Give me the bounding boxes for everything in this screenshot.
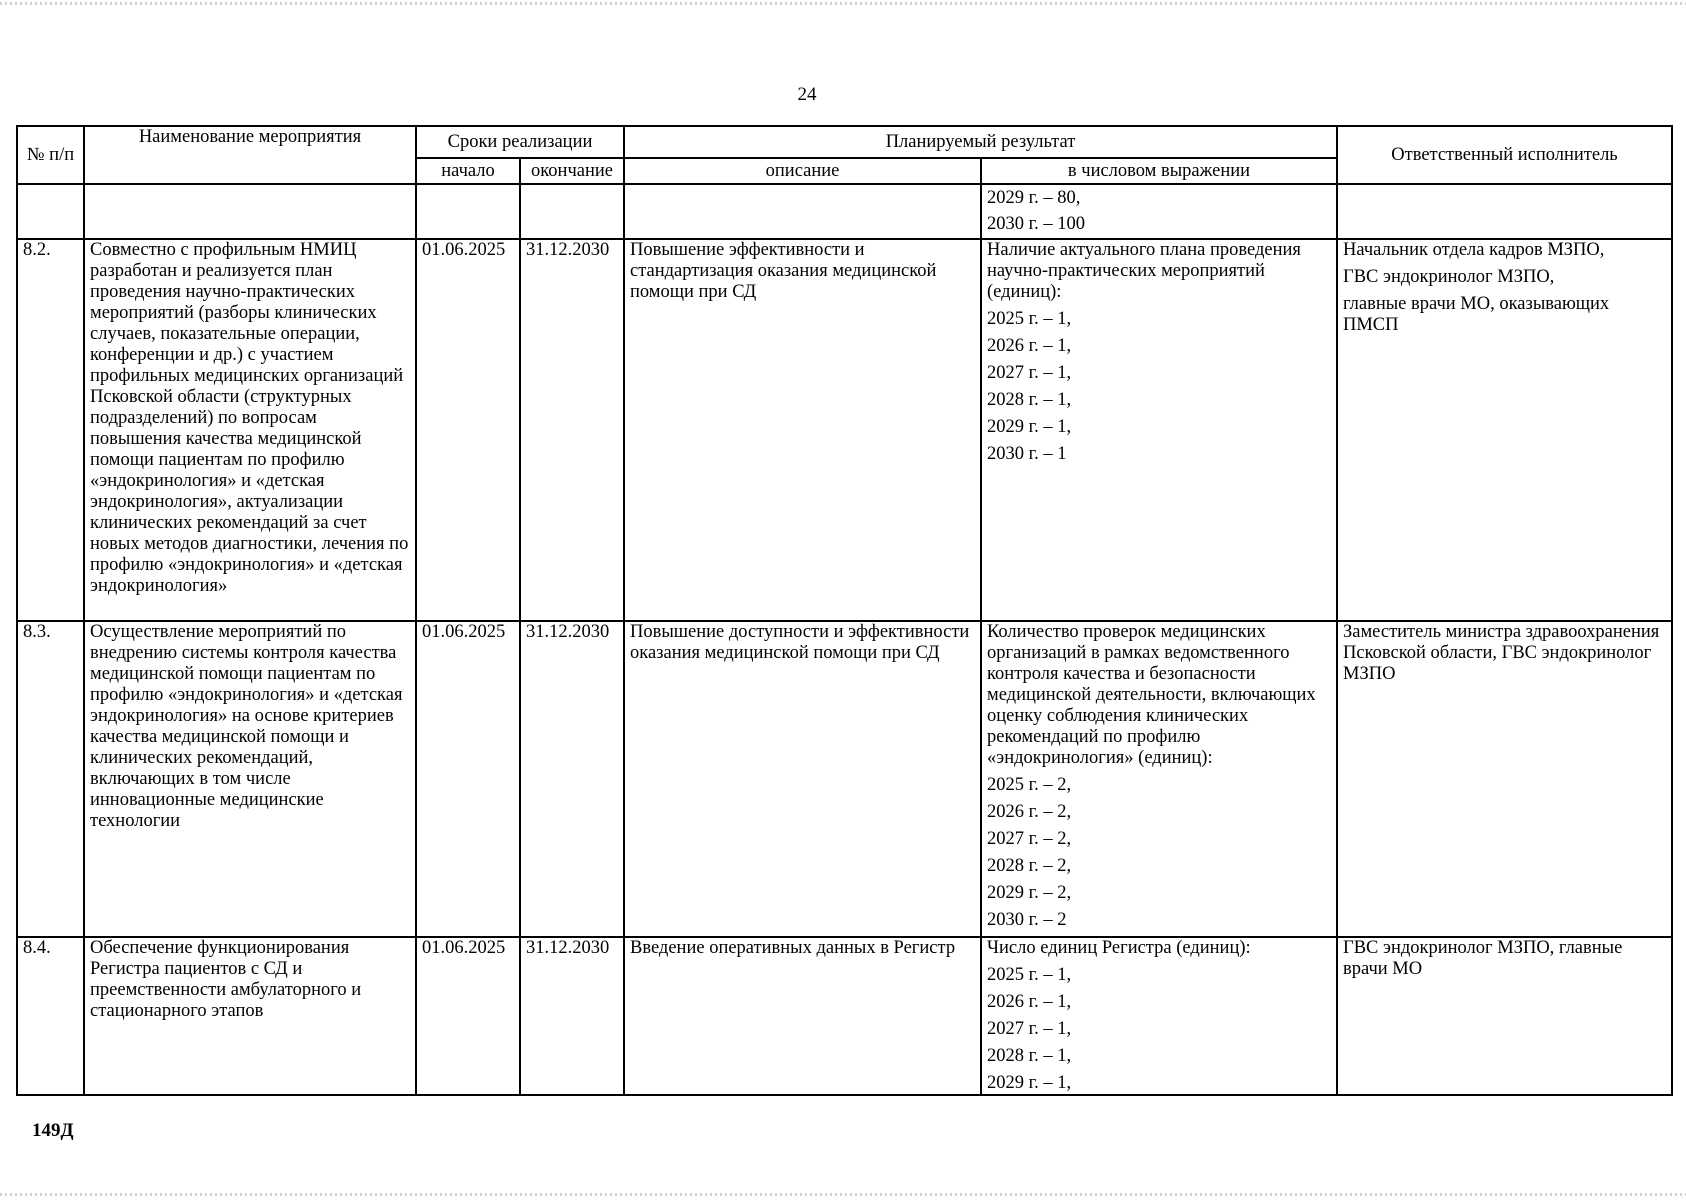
year-value: 2025 г. – 1,	[987, 965, 1072, 985]
table-row	[17, 239, 1672, 621]
responsible-line: главные врачи МО, оказывающих ПМСП	[1343, 294, 1610, 335]
start-date: 01.06.2025	[416, 937, 520, 1095]
responsible-line: ГВС эндокринолог МЗПО, главные врачи МО	[1343, 938, 1623, 979]
responsible-line: ГВС эндокринолог МЗПО,	[1343, 267, 1555, 287]
responsible-line: Заместитель министра здравоохранения Псковской области, ГВС эндокринолог МЗПО	[1343, 622, 1660, 684]
scan-edge-top	[0, 2, 1686, 5]
header-name: Наименование мероприятия	[84, 126, 416, 184]
responsible-line: Начальник отдела кадров МЗПО,	[1343, 240, 1605, 260]
activity-name: Осуществление мероприятий по внедрению системы контроля качества медицинской помощи пациентам по профилю «эндокринология» и «детская эндокринология» на основе критериев качества медицинской помощи и клинических рекомендаций, включающих в том числе инновационные медицинские технологии	[84, 621, 416, 937]
numeric-result	[981, 621, 1337, 937]
responsible-executor	[1337, 937, 1672, 1095]
table-row	[17, 621, 1672, 937]
activity-name: Совместно с профильным НМИЦ разработан и реализуется план проведения научно-практических мероприятий (разборы клинических случаев, показательные операции, конференции и др.) с участием профильных медицинских организаций Псковской области (структурных подразделений) по вопросам повышения качества медицинской помощи пациентам по профилю «эндокринология» и «детская эндокринология», актуализации клинических рекомендаций за счет новых методов диагностики, лечения по профилю «эндокринология» и «детская эндокринология»	[84, 239, 416, 621]
responsible-executor	[1337, 621, 1672, 937]
year-value: 2028 г. – 1,	[987, 1046, 1072, 1066]
header-responsible: Ответственный исполнитель	[1337, 126, 1672, 184]
year-value: 2027 г. – 1,	[987, 1019, 1072, 1039]
table-row	[17, 937, 1672, 1095]
year-value: 2028 г. – 2,	[987, 856, 1072, 876]
year-value: 2028 г. – 1,	[987, 390, 1072, 410]
year-value: 2030 г. – 1	[987, 444, 1067, 464]
row-number: 8.2.	[17, 239, 84, 621]
year-value: 2029 г. – 1,	[987, 417, 1072, 437]
header-start: начало	[416, 158, 520, 184]
year-value: 2030 г. – 2	[987, 910, 1067, 930]
header-end: окончание	[520, 158, 624, 184]
year-value: 2029 г. – 2,	[987, 883, 1072, 903]
numeric-intro: Наличие актуального плана проведения научно-практических мероприятий (единиц):	[987, 240, 1301, 302]
activity-name: Обеспечение функционирования Регистра пациентов с СД и преемственности амбулаторного и стационарного этапов	[84, 937, 416, 1095]
header-timing: Сроки реализации	[416, 126, 624, 158]
year-value: 2027 г. – 2,	[987, 829, 1072, 849]
end-date: 31.12.2030	[520, 621, 624, 937]
year-value: 2029 г. – 80,	[987, 188, 1081, 208]
year-value: 2030 г. – 100	[987, 214, 1086, 234]
numeric-result	[981, 937, 1337, 1095]
start-date: 01.06.2025	[416, 621, 520, 937]
header-num: № п/п	[17, 126, 84, 184]
year-value: 2025 г. – 1,	[987, 309, 1072, 329]
numeric-values-cell	[981, 184, 1337, 239]
numeric-intro: Количество проверок медицинских организаций в рамках ведомственного контроля качества и безопасности медицинской деятельности, включающих оценку соблюдения клинических рекомендаций по профилю «эндокринология» (единиц):	[987, 622, 1316, 768]
year-value: 2026 г. – 2,	[987, 802, 1072, 822]
end-date: 31.12.2030	[520, 937, 624, 1095]
end-date: 31.12.2030	[520, 239, 624, 621]
activities-table	[16, 125, 1673, 1096]
document-code: 149Д	[32, 1120, 74, 1141]
header-numeric: в числовом выражении	[981, 158, 1337, 184]
page-number: 24	[797, 84, 817, 105]
result-description: Повышение доступности и эффективности оказания медицинской помощи при СД	[624, 621, 981, 937]
row-number: 8.3.	[17, 621, 84, 937]
year-value: 2029 г. – 1,	[987, 1073, 1072, 1093]
header-description: описание	[624, 158, 981, 184]
responsible-executor	[1337, 239, 1672, 621]
row-number: 8.4.	[17, 937, 84, 1095]
table-row-continuation	[17, 184, 1672, 239]
result-description: Введение оперативных данных в Регистр	[624, 937, 981, 1095]
start-date: 01.06.2025	[416, 239, 520, 621]
year-value: 2025 г. – 2,	[987, 775, 1072, 795]
year-value: 2027 г. – 1,	[987, 363, 1072, 383]
scan-edge-bottom	[0, 1193, 1686, 1196]
numeric-intro: Число единиц Регистра (единиц):	[987, 938, 1251, 958]
numeric-result	[981, 239, 1337, 621]
year-value: 2026 г. – 1,	[987, 336, 1072, 356]
header-result: Планируемый результат	[624, 126, 1337, 158]
year-value: 2026 г. – 1,	[987, 992, 1072, 1012]
result-description: Повышение эффективности и стандартизация оказания медицинской помощи при СД	[624, 239, 981, 621]
